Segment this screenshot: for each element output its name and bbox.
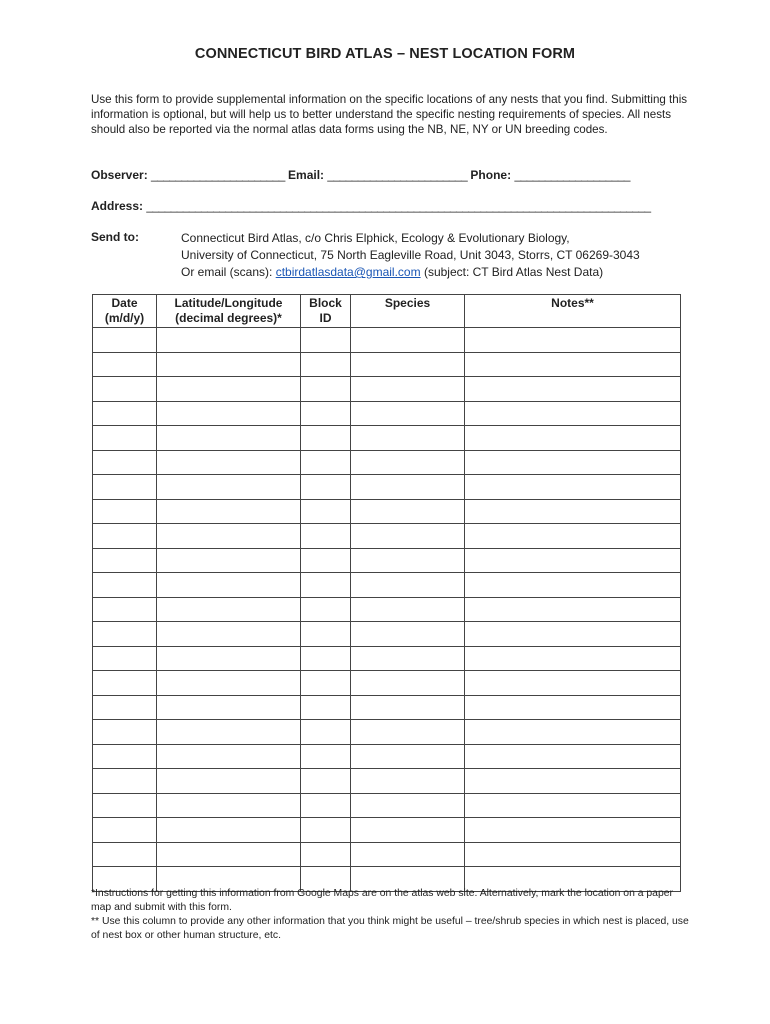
column-header-line1: Species	[384, 296, 431, 310]
cell-species[interactable]	[351, 401, 465, 426]
cell-lat-long[interactable]	[157, 818, 301, 843]
cell-date[interactable]	[93, 597, 157, 622]
table-row	[93, 377, 681, 402]
cell-date[interactable]	[93, 499, 157, 524]
cell-lat-long[interactable]	[157, 426, 301, 451]
cell-lat-long[interactable]	[157, 842, 301, 867]
nest-data-table	[92, 294, 681, 892]
address-row	[91, 199, 681, 213]
cell-block-id[interactable]	[301, 499, 351, 524]
column-header-line1: Date	[111, 296, 138, 310]
cell-block-id[interactable]	[301, 573, 351, 598]
cell-notes[interactable]	[465, 842, 681, 867]
cell-date[interactable]	[93, 818, 157, 843]
cell-lat-long[interactable]	[157, 573, 301, 598]
cell-species[interactable]	[351, 769, 465, 794]
table-row	[93, 695, 681, 720]
cell-block-id[interactable]	[301, 695, 351, 720]
cell-date[interactable]	[93, 695, 157, 720]
table-row	[93, 401, 681, 426]
cell-species[interactable]	[351, 597, 465, 622]
cell-lat-long[interactable]	[157, 720, 301, 745]
table-row	[93, 597, 681, 622]
send-to-line-1: Connecticut Bird Atlas, c/o Chris Elphick, Ecology & Evolutionary Biology,	[181, 231, 570, 245]
table-header-row	[93, 295, 681, 328]
footnote-notes-column: ** Use this column to provide any other information that you think might be useful – tree/shrub species in which nest is placed, use of nest box or other human structure, etc.	[91, 916, 689, 941]
cell-notes[interactable]	[465, 671, 681, 696]
table-row	[93, 744, 681, 769]
cell-block-id[interactable]	[301, 475, 351, 500]
cell-lat-long[interactable]	[157, 328, 301, 353]
observer-field[interactable]: ______________________	[151, 168, 285, 182]
cell-species[interactable]	[351, 524, 465, 549]
cell-date[interactable]	[93, 573, 157, 598]
column-header-line1: Latitude/Longitude	[174, 296, 283, 310]
cell-block-id[interactable]	[301, 524, 351, 549]
cell-date[interactable]	[93, 842, 157, 867]
phone-field[interactable]: ___________________	[514, 168, 630, 182]
table-row	[93, 769, 681, 794]
cell-block-id[interactable]	[301, 793, 351, 818]
column-header-line2: (m/d/y)	[104, 311, 145, 325]
cell-notes[interactable]	[465, 499, 681, 524]
cell-notes[interactable]	[465, 769, 681, 794]
cell-block-id[interactable]	[301, 818, 351, 843]
cell-date[interactable]	[93, 793, 157, 818]
send-to-line-3-prefix: Or email (scans):	[181, 265, 276, 279]
table-row	[93, 475, 681, 500]
table-row	[93, 499, 681, 524]
cell-notes[interactable]	[465, 524, 681, 549]
footnote-google-maps: *Instructions for getting this information from Google Maps are on the atlas web site. Alternatively, mark the location on a paper map and submit with this form.	[91, 888, 673, 913]
column-header-date	[93, 295, 157, 328]
email-field[interactable]: _______________________	[327, 168, 468, 182]
cell-notes[interactable]	[465, 401, 681, 426]
cell-block-id[interactable]	[301, 769, 351, 794]
cell-block-id[interactable]	[301, 401, 351, 426]
cell-lat-long[interactable]	[157, 475, 301, 500]
table-row	[93, 671, 681, 696]
cell-species[interactable]	[351, 646, 465, 671]
cell-lat-long[interactable]	[157, 548, 301, 573]
cell-block-id[interactable]	[301, 842, 351, 867]
cell-lat-long[interactable]	[157, 695, 301, 720]
cell-species[interactable]	[351, 818, 465, 843]
column-header-line1: Notes**	[551, 296, 594, 310]
table-row	[93, 818, 681, 843]
cell-block-id[interactable]	[301, 328, 351, 353]
contact-fields-row	[91, 168, 681, 182]
cell-lat-long[interactable]	[157, 671, 301, 696]
cell-date[interactable]	[93, 426, 157, 451]
cell-notes[interactable]	[465, 475, 681, 500]
column-header-line2: (decimal degrees)*	[175, 311, 282, 325]
cell-date[interactable]	[93, 352, 157, 377]
table-body	[93, 328, 681, 892]
cell-species[interactable]	[351, 622, 465, 647]
table-row	[93, 352, 681, 377]
cell-lat-long[interactable]	[157, 352, 301, 377]
cell-date[interactable]	[93, 720, 157, 745]
send-to-line-3-suffix: (subject: CT Bird Atlas Nest Data)	[420, 265, 604, 279]
cell-block-id[interactable]	[301, 377, 351, 402]
cell-species[interactable]	[351, 573, 465, 598]
observer-label: Observer:	[91, 168, 148, 182]
table-row	[93, 842, 681, 867]
send-to-line-3	[181, 264, 640, 281]
table-row	[93, 720, 681, 745]
cell-notes[interactable]	[465, 426, 681, 451]
cell-notes[interactable]	[465, 597, 681, 622]
cell-date[interactable]	[93, 475, 157, 500]
cell-date[interactable]	[93, 328, 157, 353]
cell-date[interactable]	[93, 548, 157, 573]
cell-species[interactable]	[351, 475, 465, 500]
cell-block-id[interactable]	[301, 450, 351, 475]
cell-notes[interactable]	[465, 720, 681, 745]
column-header-block-id	[301, 295, 351, 328]
address-field[interactable]: ___________________________________________________________________________________	[146, 199, 651, 213]
cell-date[interactable]	[93, 646, 157, 671]
cell-date[interactable]	[93, 744, 157, 769]
table-row	[93, 793, 681, 818]
intro-paragraph: Use this form to provide supplemental information on the specific locations of any nests that you find. Submitting this information is optional, but will help us to better understand the specific nesting requirements of species. All nests should also be reported via the normal atlas data forms using the NB, NE, NY or UN breeding codes.	[91, 93, 688, 136]
cell-date[interactable]	[93, 524, 157, 549]
send-to-email-link[interactable]: ctbirdatlasdata@gmail.com	[275, 265, 421, 279]
cell-species[interactable]	[351, 377, 465, 402]
table-row	[93, 426, 681, 451]
table-row	[93, 328, 681, 353]
cell-notes[interactable]	[465, 793, 681, 818]
cell-block-id[interactable]	[301, 352, 351, 377]
cell-lat-long[interactable]	[157, 646, 301, 671]
cell-block-id[interactable]	[301, 720, 351, 745]
cell-species[interactable]	[351, 426, 465, 451]
cell-species[interactable]	[351, 499, 465, 524]
cell-species[interactable]	[351, 793, 465, 818]
cell-notes[interactable]	[465, 450, 681, 475]
cell-lat-long[interactable]	[157, 769, 301, 794]
cell-species[interactable]	[351, 328, 465, 353]
form-title: CONNECTICUT BIRD ATLAS – NEST LOCATION FORM	[194, 46, 576, 62]
cell-block-id[interactable]	[301, 646, 351, 671]
column-header-lat-long	[157, 295, 301, 328]
cell-block-id[interactable]	[301, 744, 351, 769]
table-row	[93, 646, 681, 671]
cell-species[interactable]	[351, 695, 465, 720]
cell-date[interactable]	[93, 769, 157, 794]
table-row	[93, 622, 681, 647]
cell-species[interactable]	[351, 450, 465, 475]
cell-notes[interactable]	[465, 646, 681, 671]
cell-notes[interactable]	[465, 328, 681, 353]
column-header-notes	[465, 295, 681, 328]
cell-notes[interactable]	[465, 695, 681, 720]
cell-block-id[interactable]	[301, 426, 351, 451]
email-label: Email:	[288, 168, 325, 182]
table-row	[93, 450, 681, 475]
cell-species[interactable]	[351, 352, 465, 377]
cell-species[interactable]	[351, 744, 465, 769]
table-row	[93, 524, 681, 549]
cell-lat-long[interactable]	[157, 401, 301, 426]
cell-block-id[interactable]	[301, 597, 351, 622]
cell-lat-long[interactable]	[157, 499, 301, 524]
cell-date[interactable]	[93, 450, 157, 475]
cell-notes[interactable]	[465, 352, 681, 377]
cell-notes[interactable]	[465, 377, 681, 402]
footnotes	[91, 887, 691, 943]
cell-notes[interactable]	[465, 548, 681, 573]
send-to-line-2: University of Connecticut, 75 North Eagleville Road, Unit 3043, Storrs, CT 06269-3043	[181, 248, 640, 262]
cell-notes[interactable]	[465, 818, 681, 843]
table-row	[93, 548, 681, 573]
cell-notes[interactable]	[465, 622, 681, 647]
column-header-species	[351, 295, 465, 328]
cell-lat-long[interactable]	[157, 597, 301, 622]
table-row	[93, 573, 681, 598]
cell-notes[interactable]	[465, 744, 681, 769]
address-label: Address:	[91, 199, 144, 213]
cell-block-id[interactable]	[301, 622, 351, 647]
send-to-label: Send to:	[91, 230, 139, 244]
cell-lat-long[interactable]	[157, 377, 301, 402]
column-header-line1: Block	[309, 296, 342, 310]
cell-date[interactable]	[93, 401, 157, 426]
cell-date[interactable]	[93, 622, 157, 647]
cell-species[interactable]	[351, 720, 465, 745]
cell-notes[interactable]	[465, 573, 681, 598]
cell-species[interactable]	[351, 671, 465, 696]
column-header-line2: ID	[319, 311, 332, 325]
cell-date[interactable]	[93, 377, 157, 402]
cell-block-id[interactable]	[301, 548, 351, 573]
cell-lat-long[interactable]	[157, 793, 301, 818]
cell-block-id[interactable]	[301, 671, 351, 696]
cell-species[interactable]	[351, 548, 465, 573]
cell-lat-long[interactable]	[157, 622, 301, 647]
cell-lat-long[interactable]	[157, 744, 301, 769]
cell-lat-long[interactable]	[157, 450, 301, 475]
phone-label: Phone:	[470, 168, 512, 182]
intro-text	[91, 93, 691, 138]
send-to-address	[181, 230, 640, 281]
cell-date[interactable]	[93, 671, 157, 696]
cell-species[interactable]	[351, 842, 465, 867]
cell-lat-long[interactable]	[157, 524, 301, 549]
